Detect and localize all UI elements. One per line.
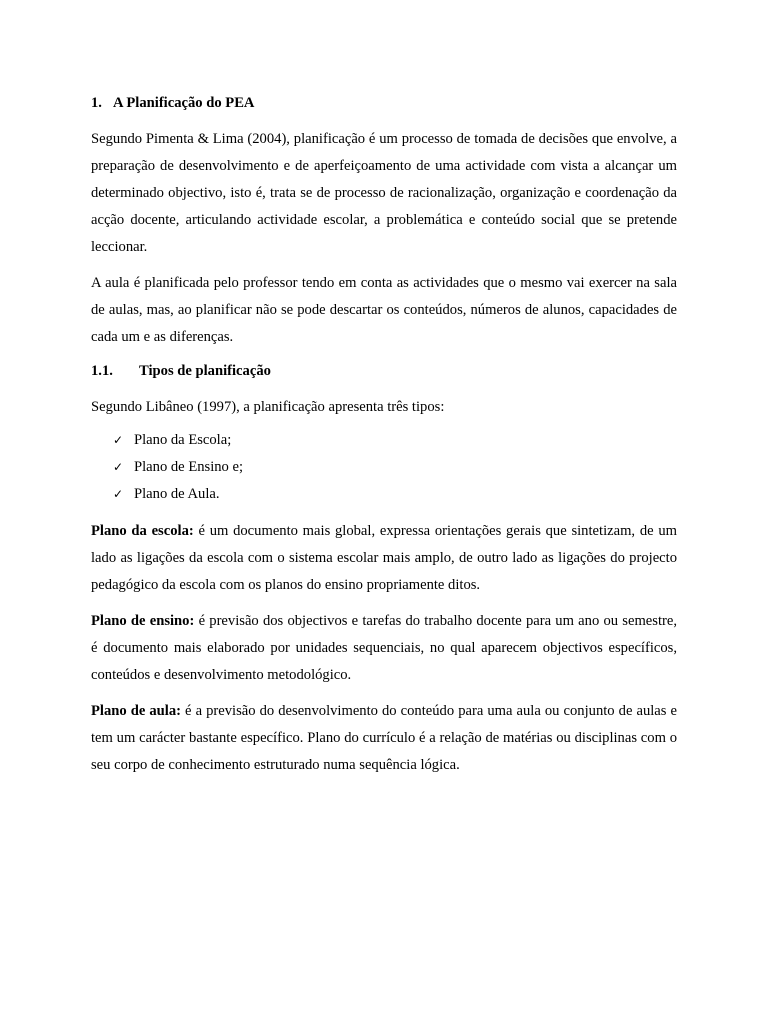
subsection-heading	[91, 360, 677, 382]
definition-text: é a previsão do desenvolvimento do conteúdo para uma aula ou conjunto de aulas e tem um carácter bastante específico. Plano do currículo é a relação de matérias ou disciplinas com o seu corpo de conhecimento estruturado numa sequência lógica.	[91, 703, 677, 773]
checklist	[91, 427, 677, 508]
list-item-label: Plano de Aula.	[134, 486, 220, 502]
paragraph: Segundo Pimenta & Lima (2004), planificação é um processo de tomada de decisões que envolve, a preparação de desenvolvimento e de aperfeiçoamento de uma actividade com vista a alcançar um determinado objectivo, isto é, trata se de processo de racionalização, organização e coordenação da acção docente, articulando actividade escolar, a problemática e conteúdo social que se pretende leccionar.	[91, 131, 677, 255]
subsection-title: Tipos de planificação	[139, 363, 271, 379]
section-number: 1.	[91, 95, 102, 111]
list-item	[91, 481, 677, 508]
list-item-label: Plano da Escola;	[134, 432, 232, 448]
section-title: A Planificação do PEA	[113, 95, 255, 111]
definition-paragraph	[91, 698, 677, 779]
definition-term: Plano de aula:	[91, 703, 181, 719]
definition-paragraph	[91, 518, 677, 599]
subsection-number: 1.1.	[91, 363, 113, 379]
list-item-label: Plano de Ensino e;	[134, 459, 244, 475]
check-icon: ✓	[113, 460, 124, 474]
definition-term: Plano de ensino:	[91, 613, 195, 629]
definition-text: é previsão dos objectivos e tarefas do trabalho docente para um ano ou semestre, é documento mais elaborado por unidades sequenciais, no qual aparecem objectivos específicos, conteúdos e desenvolvimento metodológico.	[91, 613, 677, 683]
list-item	[91, 427, 677, 454]
section-heading	[91, 92, 677, 114]
check-icon: ✓	[113, 433, 124, 447]
definition-term: Plano da escola:	[91, 523, 194, 539]
paragraph: Segundo Libâneo (1997), a planificação apresenta três tipos:	[91, 399, 445, 415]
paragraph: A aula é planificada pelo professor tendo em conta as actividades que o mesmo vai exercer na sala de aulas, mas, ao planificar não se pode descartar os conteúdos, números de alunos, capacidades de cada um e as diferenças.	[91, 275, 677, 345]
document-page	[91, 92, 677, 788]
definition-paragraph	[91, 608, 677, 689]
list-item	[91, 454, 677, 481]
definition-text: é um documento mais global, expressa orientações gerais que sintetizam, de um lado as ligações da escola com o sistema escolar mais amplo, de outro lado as ligações do projecto pedagógico da escola com os planos do ensino propriamente ditos.	[91, 523, 677, 593]
check-icon: ✓	[113, 487, 124, 501]
